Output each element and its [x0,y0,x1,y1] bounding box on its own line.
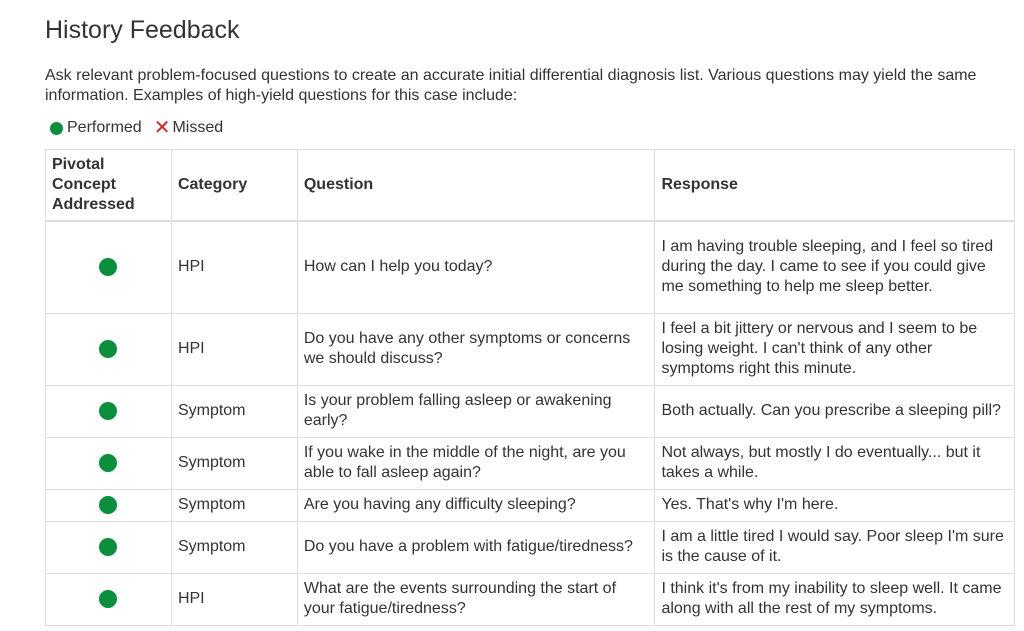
response-cell: I feel a bit jittery or nervous and I seem to be losing weight. I can't think of any other symptoms right this minute. [655,313,1015,385]
pivotal-cell [46,521,172,573]
category-cell: HPI [171,221,297,313]
category-cell: Symptom [171,385,297,437]
question-cell: What are the events surrounding the start of your fatigue/tiredness? [297,573,655,625]
category-cell: Symptom [171,521,297,573]
table-row [46,489,1015,521]
category-cell: HPI [171,573,297,625]
legend [50,118,1024,138]
header-response: Response [655,150,1015,222]
response-cell: Yes. That's why I'm here. [655,489,1015,521]
response-cell: I am having trouble sleeping, and I feel so tired during the day. I came to see if you could give me something to help me sleep better. [655,221,1015,313]
category-cell: HPI [171,313,297,385]
feedback-table [45,149,1015,626]
performed-status-icon [99,258,117,276]
question-cell: Do you have any other symptoms or concerns we should discuss? [297,313,655,385]
table-row [46,385,1015,437]
response-cell: Both actually. Can you prescribe a sleeping pill? [655,385,1015,437]
header-category: Category [171,150,297,222]
response-cell: Not always, but mostly I do eventually... but it takes a while. [655,437,1015,489]
pivotal-cell [46,221,172,313]
page-title: History Feedback [45,16,240,44]
performed-status-icon [99,454,117,472]
missed-x-icon: ✕ [153,117,171,139]
pivotal-cell [46,385,172,437]
table-row [46,221,1015,313]
question-cell: Are you having any difficulty sleeping? [297,489,655,521]
question-cell: If you wake in the middle of the night, are you able to fall asleep again? [297,437,655,489]
legend-missed-label: Missed [172,119,224,136]
table-row [46,437,1015,489]
legend-performed-label: Performed [67,119,142,136]
performed-status-icon [99,538,117,556]
pivotal-cell [46,573,172,625]
category-cell: Symptom [171,437,297,489]
performed-status-icon [99,340,117,358]
header-pivotal: Pivotal Concept Addressed [46,150,172,222]
header-question: Question [297,150,655,222]
table-row [46,573,1015,625]
table-row [46,521,1015,573]
pivotal-cell [46,489,172,521]
pivotal-cell [46,313,172,385]
performed-status-icon [99,402,117,420]
response-cell: I think it's from my inability to sleep well. It came along with all the rest of my symptoms. [655,573,1015,625]
performed-dot-icon [50,122,63,135]
pivotal-cell [46,437,172,489]
table-header-row [46,150,1015,222]
response-cell: I am a little tired I would say. Poor sleep I'm sure is the cause of it. [655,521,1015,573]
question-cell: Is your problem falling asleep or awakening early? [297,385,655,437]
intro-text: Ask relevant problem-focused questions to create an accurate initial differential diagnosis list. Various questions may yield the same information. Examples of high-yield questions for this case include: [45,67,977,104]
table-body [46,221,1015,625]
table-row [46,313,1015,385]
question-cell: Do you have a problem with fatigue/tiredness? [297,521,655,573]
category-cell: Symptom [171,489,297,521]
performed-status-icon [99,496,117,514]
performed-status-icon [99,590,117,608]
question-cell: How can I help you today? [297,221,655,313]
